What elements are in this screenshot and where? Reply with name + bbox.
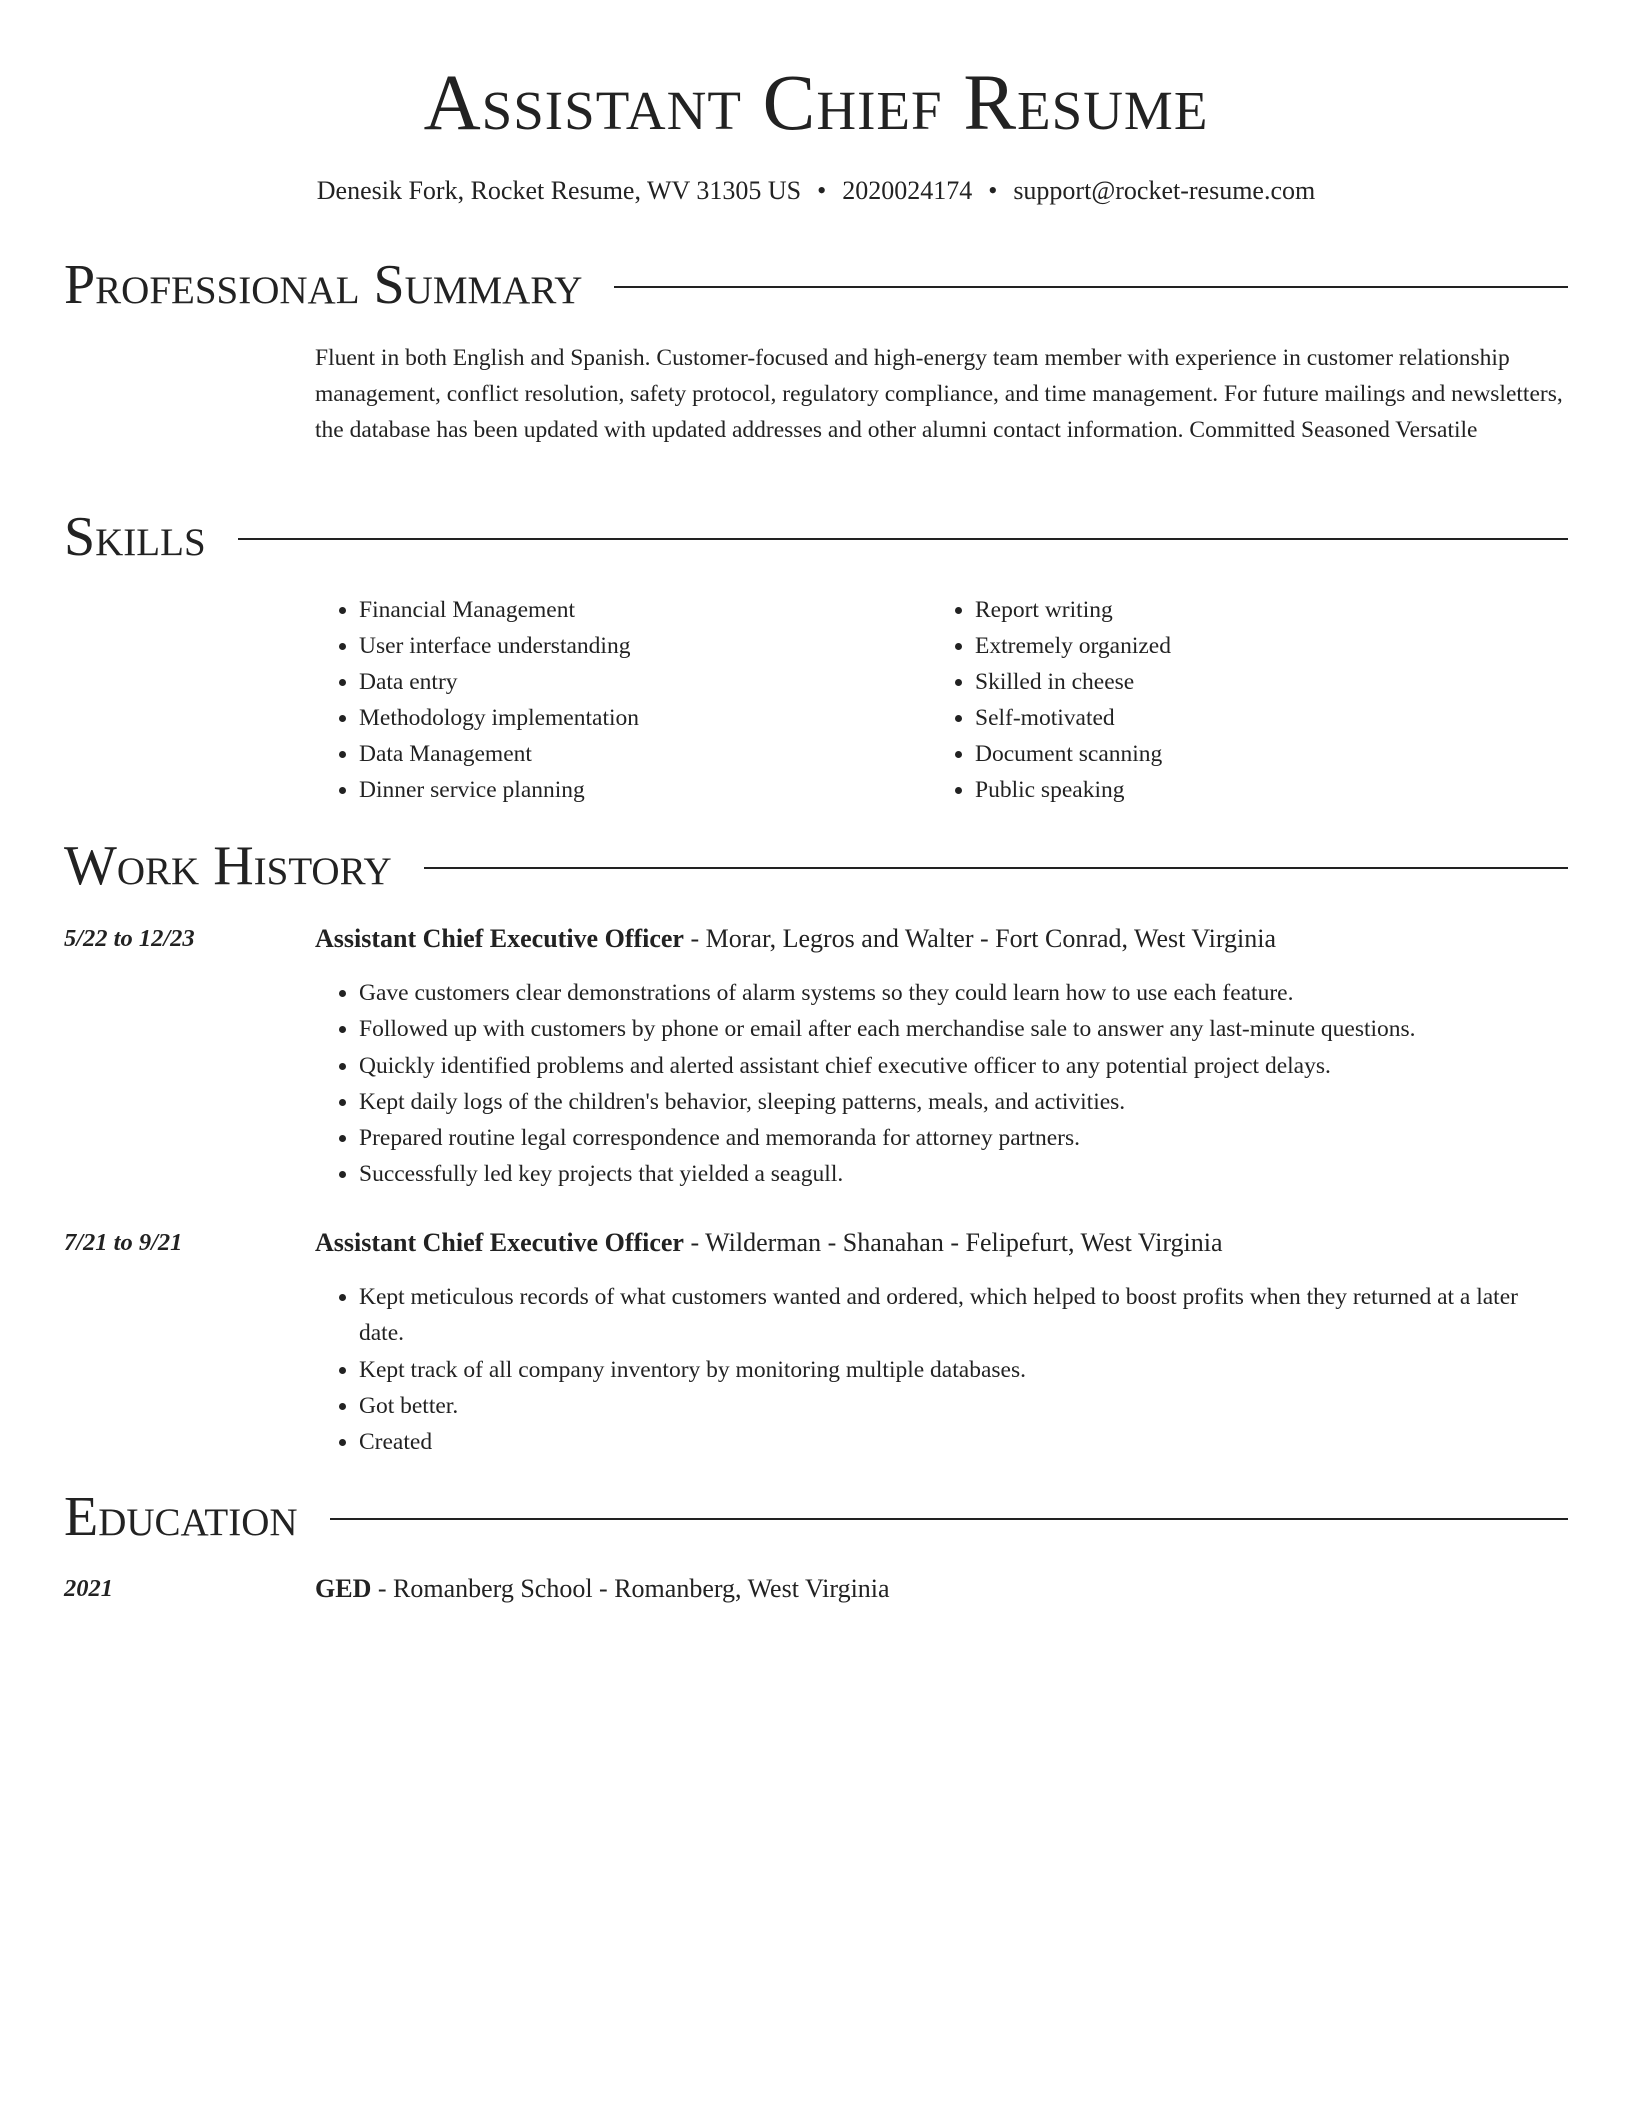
summary-heading: Professional Summary <box>64 254 583 316</box>
skills-section-header <box>64 502 1568 572</box>
skill-item: • User interface understanding <box>359 628 929 664</box>
skill-item: • Extremely organized <box>975 628 1575 664</box>
summary-section-header <box>64 250 1568 320</box>
job-bullet: • Quickly identified problems and alerted assistant chief executive officer to any potential project delays. <box>359 1048 1568 1084</box>
job-bullets <box>315 975 1568 1193</box>
skill-item: • Methodology implementation <box>359 700 929 736</box>
job-bullet: • Got better. <box>359 1388 1568 1424</box>
skill-item: • Skilled in cheese <box>975 664 1575 700</box>
job-bullet: • Kept meticulous records of what customers wanted and ordered, which helped to boost profits when they returned at a later date. <box>359 1279 1568 1352</box>
summary-text: Fluent in both English and Spanish. Customer-focused and high-energy team member with experience in customer relationship management, conflict resolution, safety protocol, regulatory compliance, and time management. For future mailings and newsletters, the database has been updated with updated addresses and other alumni contact information. Committed Seasoned Versatile <box>315 345 1563 443</box>
section-divider <box>330 1518 1568 1520</box>
skills-list-left <box>315 592 929 808</box>
work-section-header <box>64 831 1568 901</box>
section-divider <box>614 286 1568 288</box>
job-bullets <box>315 1279 1568 1460</box>
job-bullet: • Gave customers clear demonstrations of alarm systems so they could learn how to use each feature. <box>359 975 1568 1011</box>
skill-item: • Data entry <box>359 664 929 700</box>
job-employer: - Wilderman - Shanahan - Felipefurt, West Virginia <box>683 1228 1223 1257</box>
job-employer: - Morar, Legros and Walter - Fort Conrad, West Virginia <box>683 924 1277 953</box>
skills-list-right <box>931 592 1575 808</box>
skills-heading: Skills <box>64 506 206 568</box>
education-year: 2021 <box>64 1575 113 1602</box>
job-bullet: • Kept track of all company inventory by monitoring multiple databases. <box>359 1352 1568 1388</box>
contact-line <box>0 174 1632 208</box>
education-section-header <box>64 1482 1568 1552</box>
job-role: Assistant Chief Executive Officer <box>315 1228 684 1257</box>
work-heading: Work History <box>64 835 392 897</box>
contact-separator: • <box>817 176 827 205</box>
contact-phone: 2020024174 <box>842 176 973 205</box>
education-heading: Education <box>64 1486 298 1548</box>
job-bullet: • Successfully led key projects that yielded a seagull. <box>359 1156 1568 1192</box>
education-line <box>315 1572 1568 1606</box>
education-degree: GED <box>315 1574 372 1603</box>
job-bullet: • Followed up with customers by phone or email after each merchandise sale to answer any last-minute questions. <box>359 1011 1568 1047</box>
job-role: Assistant Chief Executive Officer <box>315 924 684 953</box>
education-school: - Romanberg School - Romanberg, West Virginia <box>371 1574 890 1603</box>
job-bullet: • Created <box>359 1424 1568 1460</box>
section-divider <box>424 867 1568 869</box>
job-dates: 5/22 to 12/23 <box>64 925 195 952</box>
skill-item: • Data Management <box>359 736 929 772</box>
contact-address: Denesik Fork, Rocket Resume, WV 31305 US <box>316 176 802 205</box>
job-bullet: • Kept daily logs of the children's behavior, sleeping patterns, meals, and activities. <box>359 1084 1568 1120</box>
resume-title: Assistant Chief Resume <box>423 60 1209 147</box>
contact-separator: • <box>988 176 998 205</box>
job-dates: 7/21 to 9/21 <box>64 1229 183 1256</box>
skill-item: • Self-motivated <box>975 700 1575 736</box>
contact-email: support@rocket-resume.com <box>1013 176 1316 205</box>
skill-item: • Public speaking <box>975 772 1575 808</box>
skill-item: • Dinner service planning <box>359 772 929 808</box>
job-title-line <box>315 1226 1568 1260</box>
skill-item: • Report writing <box>975 592 1575 628</box>
skill-item: • Document scanning <box>975 736 1575 772</box>
job-title-line <box>315 922 1568 956</box>
job-bullet: • Prepared routine legal correspondence and memoranda for attorney partners. <box>359 1120 1568 1156</box>
skill-item: • Financial Management <box>359 592 929 628</box>
section-divider <box>238 538 1568 540</box>
